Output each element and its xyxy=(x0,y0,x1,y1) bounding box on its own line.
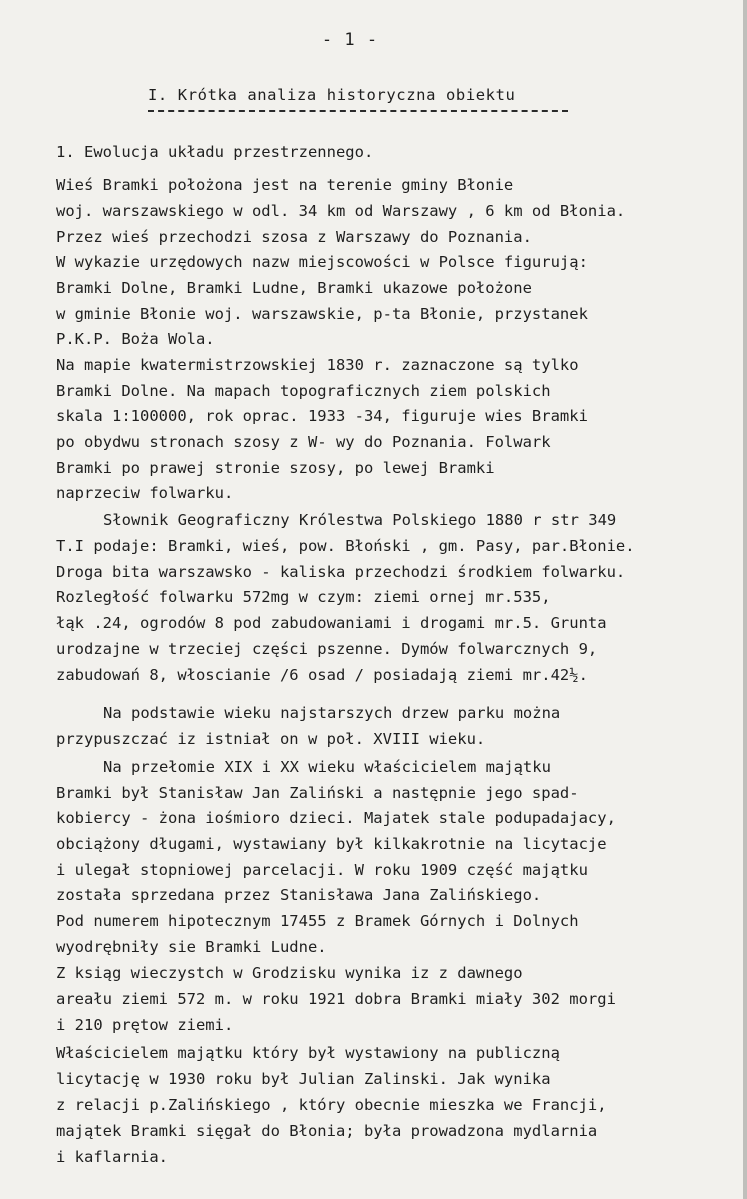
text-line: majątek Bramki sięgał do Błonia; była prowadzona mydlarnia xyxy=(56,1122,598,1140)
text-line: urodzajne w trzeciej części pszenne. Dymów folwarcznych 9, xyxy=(56,640,598,658)
section-title: I. Krótka analiza historyczna obiektu xyxy=(148,86,516,104)
text-line: woj. warszawskiego w odl. 34 km od Warszawy , 6 km od Błonia. xyxy=(56,202,626,220)
text-line: po obydwu stronach szosy z W- wy do Poznania. Folwark xyxy=(56,433,551,451)
subsection-heading: 1. Ewolucja układu przestrzennego. xyxy=(56,143,374,161)
text-line: wyodrębniły sie Bramki Ludne. xyxy=(56,938,327,956)
text-line: i 210 prętow ziemi. xyxy=(56,1016,234,1034)
text-line: Bramki Dolne. Na mapach topograficznych ziem polskich xyxy=(56,382,551,400)
text-line: Słownik Geograficzny Królestwa Polskiego 1880 r str 349 xyxy=(103,511,617,529)
text-line: została sprzedana przez Stanisława Jana Zalińskiego. xyxy=(56,886,542,904)
text-line: areału ziemi 572 m. w roku 1921 dobra Bramki miały 302 morgi xyxy=(56,990,616,1008)
page-number: - 1 - xyxy=(321,30,379,50)
text-line: zabudowań 8, włoscianie /6 osad / posiadają ziemi mr.42½. xyxy=(56,666,588,684)
text-line: Bramki Dolne, Bramki Ludne, Bramki ukazowe położone xyxy=(56,279,532,297)
text-line: kobiercy - żona iośmioro dzieci. Majatek stale podupadajacy, xyxy=(56,809,616,827)
text-line: z relacji p.Zalińskiego , który obecnie mieszka we Francji, xyxy=(56,1096,607,1114)
text-line: W wykazie urzędowych nazw miejscowości w Polsce figurują: xyxy=(56,253,588,271)
text-line: naprzeciw folwarku. xyxy=(56,484,234,502)
text-line: Bramki po prawej stronie szosy, po lewej Bramki xyxy=(56,459,495,477)
text-line: Na podstawie wieku najstarszych drzew parku można xyxy=(103,704,561,722)
text-line: P.K.P. Boża Wola. xyxy=(56,330,215,348)
text-line: Bramki był Stanisław Jan Zaliński a następnie jego spad- xyxy=(56,784,579,802)
title-underline xyxy=(148,110,568,112)
text-line: obciążony długami, wystawiany był kilkakrotnie na licytacje xyxy=(56,835,607,853)
text-line: łąk .24, ogrodów 8 pod zabudowaniami i drogami mr.5. Grunta xyxy=(56,614,607,632)
text-line: i ulegał stopniowej parcelacji. W roku 1909 część majątku xyxy=(56,861,588,879)
text-line: Pod numerem hipotecznym 17455 z Bramek Górnych i Dolnych xyxy=(56,912,579,930)
text-line: Wieś Bramki położona jest na terenie gminy Błonie xyxy=(56,176,514,194)
text-line: Z ksiąg wieczystch w Grodzisku wynika iz z dawnego xyxy=(56,964,523,982)
text-line: Przez wieś przechodzi szosa z Warszawy do Poznania. xyxy=(56,228,532,246)
text-line: licytację w 1930 roku był Julian Zalinski. Jak wynika xyxy=(56,1070,551,1088)
text-line: skala 1:100000, rok oprac. 1933 -34, figuruje wies Bramki xyxy=(56,407,588,425)
text-line: Na przełomie XIX i XX wieku właścicielem majątku xyxy=(103,758,551,776)
text-line: przypuszczać iz istniał on w poł. XVIII wieku. xyxy=(56,730,486,748)
text-line: Rozległość folwarku 572mg w czym: ziemi ornej mr.535, xyxy=(56,588,551,606)
text-line: Droga bita warszawsko - kaliska przechodzi środkiem folwarku. xyxy=(56,563,626,581)
text-line: Na mapie kwatermistrzowskiej 1830 r. zaznaczone są tylko xyxy=(56,356,579,374)
text-line: Właścicielem majątku który był wystawiony na publiczną xyxy=(56,1044,560,1062)
text-line: T.I podaje: Bramki, wieś, pow. Błoński , gm. Pasy, par.Błonie. xyxy=(56,537,635,555)
text-line: i kaflarnia. xyxy=(56,1148,168,1166)
text-line: w gminie Błonie woj. warszawskie, p-ta Błonie, przystanek xyxy=(56,305,588,323)
